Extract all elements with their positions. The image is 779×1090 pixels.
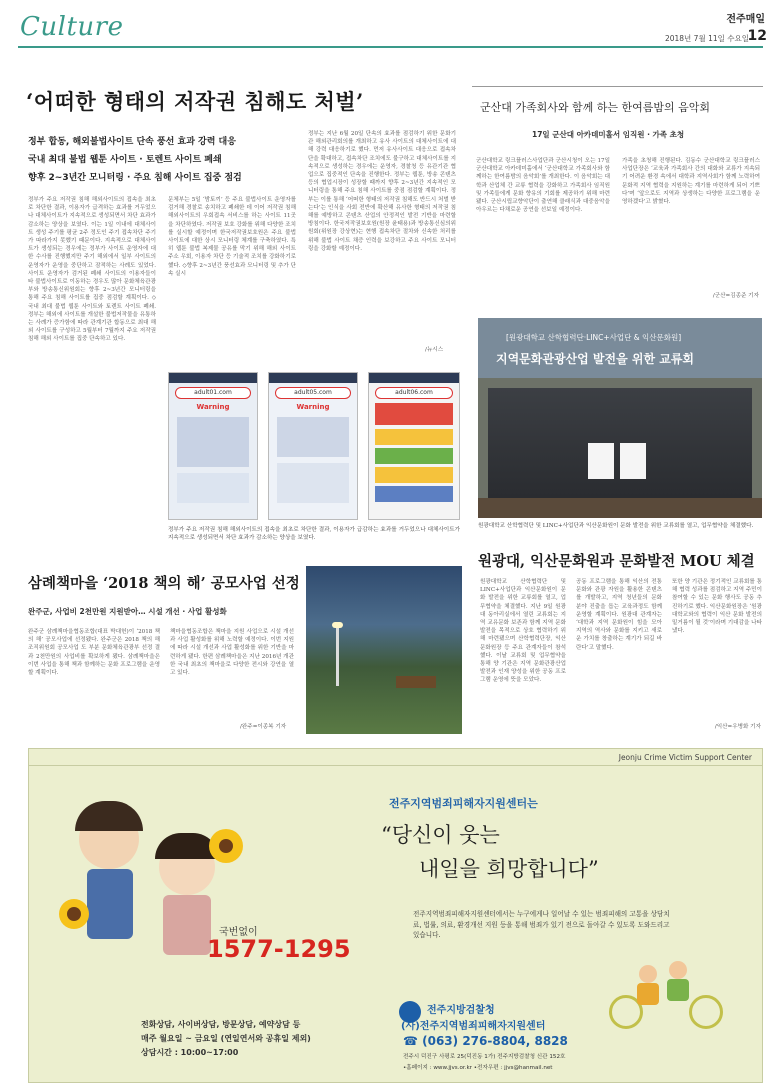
url-bar-1: adult01.com (175, 387, 251, 399)
bicycle-illustration (589, 955, 749, 1035)
article-music-byline: /군산=김종준 기자 (712, 293, 759, 299)
mou-photo (478, 318, 762, 518)
article-copyright-byline: /뉴시스 (425, 347, 444, 353)
ad-description: 전주지역범죄피해자지원센터에서는 누구에게나 일어날 수 있는 범죄피해의 고통을 상담치료, 법률, 의료, 환경개선 지원 등을 통해 범죄가 있기 전으로 돌아갈 수 있도록 도와드리고 있습니다. (413, 910, 670, 939)
article-bookvillage-byline: /완주=이종복 기자 (240, 724, 287, 730)
warning-text-1: Warning (196, 403, 230, 411)
article-mou-title: 원광대, 익산문화원과 문화발전 MOU 체결 (478, 553, 755, 570)
ad-services: 전화상담, 사이버상담, 방문상담, 예약상담 등 (141, 1020, 301, 1029)
warning-text-2: Warning (296, 403, 330, 411)
article-copyright-sub2: 국내 최대 불법 웹툰 사이트 · 토렌트 사이트 폐쇄 (28, 155, 222, 165)
url-bar-2: adult05.com (275, 387, 351, 399)
header-rule (18, 46, 763, 48)
mou-banner-main: 지역문화관광산업 발전을 위한 교류회 (496, 352, 695, 366)
article-bookvillage-col2: 책마을협동조합은 책마을 지원 사업으로 시설 개선과 사업 활성화를 위해 노력할 예정이다. 이번 지원에 따라 시설 개선과 사업 활성화를 위한 기반을 마련하게 됐다. 한편 삼례책마을은 지난 2016년 개관한 국내 최초의 책마을로 다양한 전시와 강연을 열고 있다. (170, 629, 294, 677)
section-title: Culture (20, 12, 124, 42)
ad-org1: 전주지방검찰청 (427, 1005, 495, 1016)
article-copyright-col1: 정부가 주요 저작권 침해 해외사이트의 접속을 최초로 차단한 결과, 이용자가 급격하는 효과를 거두었으나 대체사이트가 지속적으로 생성되면서 차단 효과가 감소하는 양상을 보였다. 이는 1일 이내에 대체사이트 생성 주기를 평균 2주 정도인 주기 접속차단 주기가 따라가지 못했기 때문이다. 지속적으로 대체사이트가 생성되는 경우에는 정부가 사이트 운영자에 대한 수사를 진행했지만 주기 해외에서 일부 사이트의 운영자가 운영을 중단하고 잠적하는 사례도 있었다. 사이트 운영자가 검거된 폐쇄 사이트의 이용자들이 타 불법사이트로 이동하는 경우도 많아 문화체육관광부와 방송통신위원회는 향후 2~3년간 모니터링을 통해 주요 침해 사이트를 집중 점검할 계획이다. ◇ 국내 최대 불법 웹툰 사이트와 토렌트 사이트 폐쇄. 정부는 해외에 사이트를 개설한 불법저작물을 유통하는 사례가 증가함에 따라 관계기관 합동으로 최대 해외 사이트를 구성하고 5월부터 7월까지 주요 저작권 침해 해외 사이트를 집중 단속하고 있다. (28, 197, 156, 343)
mou-photo-caption: 원광대학교 산학협력단 및 LINC+사업단과 익산문화원이 문화 발전을 위한 교류회를 열고, 업무협약을 체결했다. (478, 523, 754, 529)
article-mou-byline: /익산=우병화 기자 (714, 724, 761, 730)
article-copyright-sub3: 향후 2~3년간 모니터링 · 주요 침해 사이트 집중 점검 (28, 173, 242, 183)
phone-screenshot-3 (368, 372, 460, 520)
article-copyright-title: ‘어떠한 형태의 저작권 침해도 처벌’ (26, 89, 364, 114)
article-copyright-col2: 문체부는 5일 ‘밤토끼’ 등 주요 불법사이트 운영자를 검거해 경찰로 송치하고 폐쇄한 데 이어 저작권 침해 해외사이트의 우회접속 서비스를 하는 사이트 11곳을 차단하였다. 저작권 보호 강화를 위해 다양한 조치를 실시할 예정이며 한국저작권보호원은 주요 불법 사이트에 대한 상시 모니터링 체계를 구축하였다. 특히 웹툰 불법 복제물 공유를 막기 위해 해외 사이트 주소 우회, 이용자 차단 등 기술적 조치를 강화하기로 했다. ◇향후 2~3년간 풍선효과 모니터링 및 추가 단속 실시 (168, 197, 296, 277)
hotline-label: 국번없이 (219, 927, 258, 938)
ad-phone[interactable]: ☎ (063) 276-8804, 8828 (403, 1034, 568, 1048)
phone-screenshot-2 (268, 372, 358, 520)
article-mou-col3: 또한 양 기관은 정기적인 교류회를 통해 협력 성과를 점검하고 지역 주민이 참여할 수 있는 문화 행사도 공동 추진하기로 했다. 익산문화원장은 ‘원광대학교와의 협력이 익산 문화 발전의 밑거름이 될 것’이라며 기대감을 나타냈다. (672, 579, 762, 635)
ad-web-email: •홈페이지 : www.jjvs.or.kr •전자우편 : jjvs@hanmail.net (403, 1065, 553, 1071)
phone-screenshots (168, 372, 460, 522)
ad-quote-line2: 내일을 희망합니다” (419, 857, 599, 881)
article-copyright-sub1: 정부 합동, 해외불법사이트 단속 풍선 효과 강력 대응 (28, 137, 236, 147)
article-mou-col1: 원광대학교 산학협력단 및 LINC+사업단과 익산문화원이 문화 발전을 위한 교류회를 열고, 업무협약을 체결했다. 지난 9일 원광대 동아리실에서 열린 교류회는 지역 교유문화 보존과 함께 지역 문화발전을 목적으로 상호 협력하기 위해 마련됐으며 산학협력단장, 익산문화원장 등 주요 관계자들이 참석했다. 이날 교류회 및 업무협약을 통해 양 기관은 지역 문화관광산업 발전과 인재 양성을 위한 공동 프로그램 운영에 뜻을 모았다. (480, 579, 566, 684)
article-music-title: 군산대 가족회사와 함께 하는 한여름밤의 음악회 (480, 101, 711, 114)
ad-consult-time: 상담시간 : 10:00~17:00 (141, 1048, 239, 1057)
url-bar-3: adult06.com (375, 387, 453, 399)
article-music-box (472, 86, 763, 308)
ad-org-en: Jeonju Crime Victim Support Center (618, 753, 752, 762)
ad-headline: 전주지역범죄피해자지원센터는 (389, 797, 538, 810)
article-bookvillage-col1: 완주군 삼례책마을협동조합(대표 박대헌)이 ‘2018 책의 해’ 공모사업에 선정됐다. 완주군은 2018 책의 해 조직위원회 공모사업 도 부분 문화체육관광부 선정 결과 2천만원의 사업비를 확보하게 됐다. 삼례책마을은 이번 사업을 통해 책과 함께하는 문화 프로그램을 운영할 계획이다. (28, 629, 160, 677)
ad-quote-line1: “당신이 웃는 (381, 823, 500, 847)
article-copyright-caption: 정부가 주요 저작권 침해 해외사이트의 접속을 최초로 차단한 결과, 이용자가 급감하는 효과를 거두었으나 대체사이트가 지속적으로 생성되면서 차단 효과가 감소하는 양상을 보였다. (168, 527, 460, 542)
issue-date: 2018년 7월 11일 수요일 (664, 34, 749, 43)
article-bookvillage-sub: 완주군, 사업비 2천만원 지원받아… 시설 개선 · 사업 활성화 (28, 607, 227, 616)
ad-address: 전주시 덕진구 사평로 25(덕진동 1가) 전주지방검찰청 신관 152호 (403, 1054, 566, 1060)
page-header (0, 0, 779, 50)
page-number: 12 (747, 28, 767, 44)
masthead-logo: 전주매일 (726, 14, 765, 25)
article-copyright-col3: 정부는 지난 6월 20일 단속의 효과를 점검하기 위한 문화기관 해외관리회의를 개최하고 유사 사이트의 대체사이트에 대해 강력 대응하기로 했다. 먼저 유사사이트 대응으로 접속차단을 확대하고, 접속차단 조치에도 불구하고 대체사이트를 지속적으로 생성하는 경우에는 운영자, 경찰청 등 유관기관 협업으로 집중적인 단속을 진행한다. 정부는 웹툰, 방송 콘텐츠 등의 협업시장이 성장할 때까지 향후 2~3년간 지속적인 모니터링을 통해 주요 침해 사이트를 중점 점검할 계획이다. 정부는 이를 통해 ‘어떠한 형태의 저작권 침해도 반드시 처벌 받는다’는 인식을 사회 전반에 확산해 유사한 형태의 저작권 침해를 예방하고 콘텐츠 산업의 안정적인 발전 기반을 마련할 방침이다. 한국저작권보호원(원장 윤태용)과 방송통신심의위원회(위원장 강상현)는 현행 접속차단 절차와 신속한 처리를 위해 불법 사이트 채증 인력을 보강하고 주요 사이트 모니터링을 강화할 예정이다. (308, 131, 456, 252)
ad-hours: 매주 월요일 ~ 금요일 (연일연서와 공휴일 제외) (141, 1034, 311, 1043)
article-music-col2: 가족을 초청해 진행된다. 김동수 군산대학교 링크플러스사업단장은 ‘교육과 가족회사 간의 대화와 교류가 지속되기 어려운 환경 속에서 대학과 지역사회가 함께 노력하여 문화적 지역 협력을 지원하는 계기를 마련하게 되어 기쁘다’며 ‘앞으로도 지역과 상생하는 다양한 프로그램을 운영하겠다’고 밝혔다. (622, 158, 760, 206)
phone-screenshot-1 (168, 372, 258, 520)
article-bookvillage-title: 삼례책마을 ‘2018 책의 해’ 공모사업 선정 (28, 575, 300, 592)
ad-org2: (사)전주지역범죄피해자지원센터 (401, 1021, 546, 1032)
bookvillage-photo (306, 566, 462, 734)
article-music-col1: 군산대학교 링크플러스사업단과 군산시청이 오는 17일 군산대학교 아카데미홀에서 ‘군산대학교 가족회사와 함께하는 한여름밤의 음악회’를 개최한다. 이 음악회는 대학과 산업체 간 교류 협력을 강화하고 가족회사 임직원 및 가족들에게 문화 향유의 기회를 제공하기 위해 마련됐다. 군산시립교향악단이 출연해 클래식과 대중음악을 아우르는 다채로운 공연을 선보일 예정이다. (476, 158, 610, 214)
mou-banner-top: [원광대학교 산학협력단·LINC+사업단 & 익산문화원] (506, 333, 682, 342)
hotline-number[interactable]: 1577-1295 (207, 935, 351, 963)
ad-crime-victim-support (28, 748, 763, 1083)
article-mou-col2: 공동 프로그램을 통해 익산의 전통문화와 관광 자원을 활용한 콘텐츠를 개발하고, 지역 청년들의 문화 분야 진출을 돕는 교육과정도 함께 운영할 계획이다. 원광대 관계자는 ‘대학과 지역 문화원이 힘을 모아 지역의 역사와 문화를 지키고 새로운 가치를 창출하는 계기가 되길 바란다’고 말했다. (576, 579, 662, 651)
article-music-sub: 17일 군산대 아카데미홀서 임직원 · 가족 초청 (532, 130, 685, 139)
